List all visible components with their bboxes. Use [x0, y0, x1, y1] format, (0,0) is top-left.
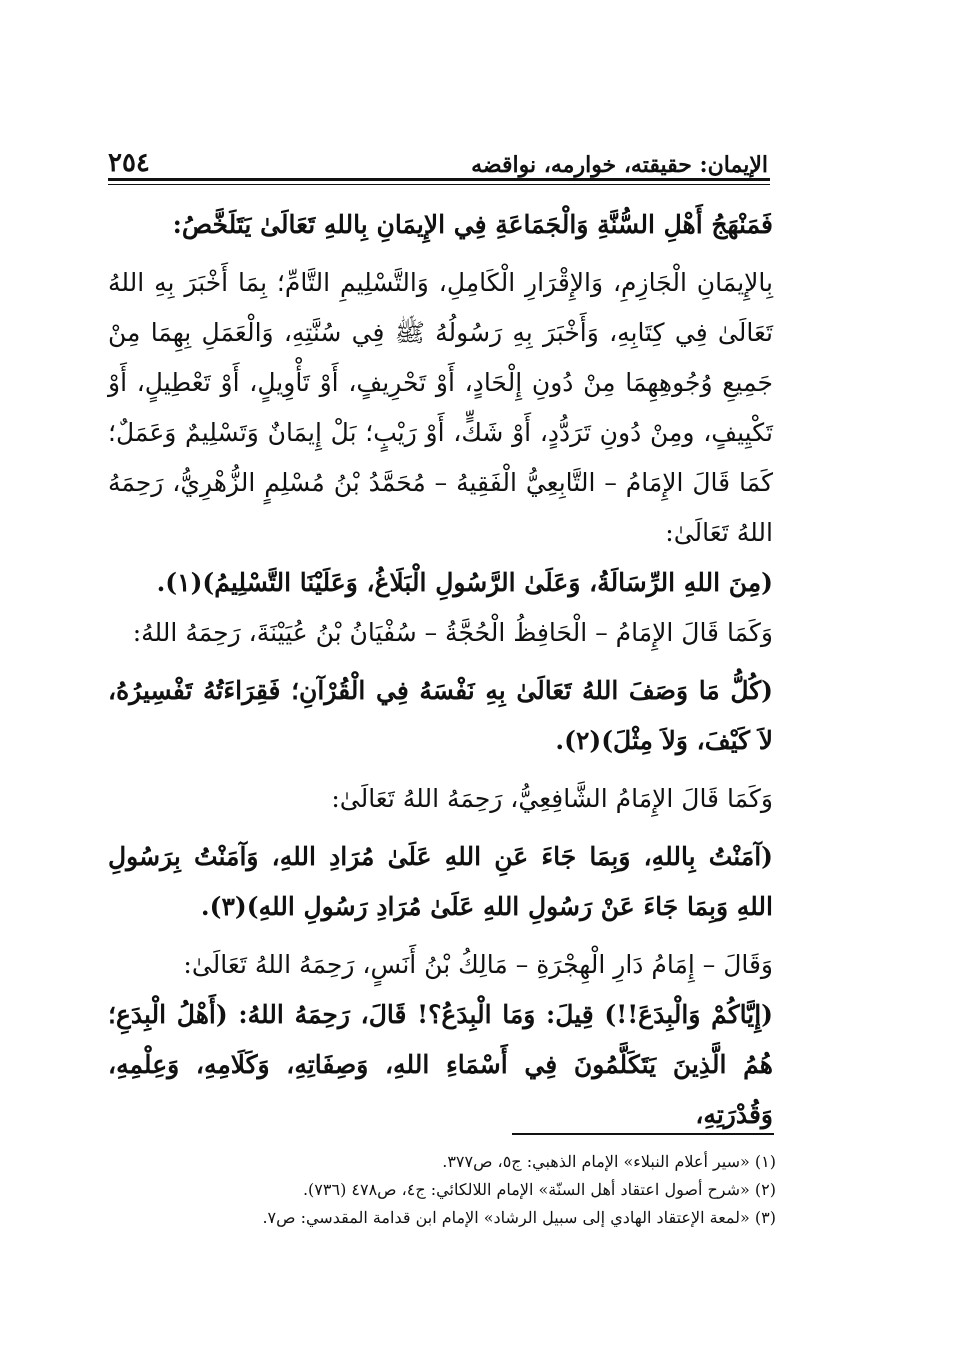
quote-zuhri: (مِنَ اللهِ الرِّسَالَةُ، وَعَلَىٰ الرَّسُولِ الْبَلَاغُ، وَعَلَيْنَا التَّسْلِيمُ)(١). — [156, 568, 773, 597]
quote-sufyan: (كُلُّ مَا وَصَفَ اللهُ تَعَالَىٰ بِهِ نَفْسَهُ فِي الْقُرْآنِ؛ فَقِرَاءَتُهُ تَفْسِيرُهُ، لاَ كَيْفَ، وَلاَ مِثْلَ)(٢). — [108, 676, 773, 755]
intro-sufyan: وَكَمَا قَالَ الإِمَامُ – الْحَافِظُ الْحُجَّةُ – سُفْيَانُ بْنُ عُيَيْنَةَ، رَحِمَهُ اللهُ: — [132, 618, 773, 647]
section-heading: فَمَنْهَجُ أَهْلِ السُّنَّةِ وَالْجَمَاعَةِ فِي الإِيمَانِ بِاللهِ تَعَالَىٰ يَتَلَخَّصُ: — [172, 210, 773, 239]
header-rule-thin — [108, 184, 770, 185]
footnote-1: (١) «سير أعلام النبلاء» الإمام الذهبي: ج٥، ص٣٧٧. — [442, 1152, 776, 1171]
footnote-3: (٣) «لمعة الإعتقاد الهادي إلى سبيل الرشاد» الإمام ابن قدامة المقدسي: ص٧. — [262, 1208, 776, 1227]
main-text — [108, 200, 773, 1140]
footnote-rule — [512, 1133, 774, 1135]
page-number: ٢٥٤ — [108, 148, 150, 178]
intro-shafii: وَكَمَا قَالَ الإِمَامُ الشَّافِعِيُّ، رَحِمَهُ اللهُ تَعَالَىٰ: — [331, 784, 773, 813]
paragraph-iman-method: بِالإِيمَانِ الْجَازِمِ، وَالإِقْرَارِ الْكَامِلِ، وَالتَّسْلِيمِ التَّامِّ؛ بِمَا أَخْبَرَ بِهِ اللهُ تَعَالَىٰ فِي كِتَابِهِ، وَأَخْبَرَ بِهِ رَسُولُهُ ﷺ فِي سُنَّتِهِ، وَالْعَمَلِ بِهِمَا مِنْ جَمِيعِ وُجُوهِهِمَا مِنْ دُونِ إِلْحَادٍ، أَوْ تَحْرِيفٍ، أَوْ تَأْوِيلٍ، أَوْ تَعْطِيلٍ، أَوْ تَكْيِيفٍ، ومِنْ دُونِ تَرَدُّدٍ، أَوْ شَكٍّ، أَوْ رَيْبٍ؛ بَلْ إِيمَانٌ وَتَسْلِيمٌ وَعَمَلٌ؛ كَمَا قَالَ الإِمَامُ – التَّابِعِيُّ الْفَقِيهُ – مُحَمَّدُ بْنُ مُسْلِمٍ الزُّهْرِيُّ، رَحِمَهُ اللهُ تَعَالَىٰ: — [108, 268, 773, 547]
intro-malik: وَقَالَ – إِمَامُ دَارِ الْهِجْرَةِ – مَالِكُ بْنُ أَنَسٍ، رَحِمَهُ اللهُ تَعَالَىٰ: — [183, 950, 773, 979]
quote-shafii: (آمَنْتُ بِاللهِ، وَبِمَا جَاءَ عَنِ اللهِ عَلَىٰ مُرَادِ اللهِ، وَآمَنْتُ بِرَسُولِ اللهِ وَبِمَا جَاءَ عَنْ رَسُولِ اللهِ عَلَىٰ مُرَادِ رَسُولِ اللهِ)(٣). — [108, 842, 773, 921]
header-rule-thick — [108, 178, 770, 181]
page-header — [108, 140, 768, 178]
quote-malik: (إِيَّاكُمْ وَالْبِدَعَ!!) قِيلَ: وَمَا الْبِدَعُ؟! قَالَ، رَحِمَهُ اللهُ: (أَهْلُ الْبِدَعِ؛ هُمُ الَّذِينَ يَتَكَلَّمُونَ فِي أَسْمَاءِ اللهِ، وَصِفَاتِهِ، وَكَلَامِهِ، وَعِلْمِهِ، وَقُدْرَتِهِ، — [108, 1000, 773, 1129]
footnote-2: (٢) «شرح أصول اعتقاد أهل السنّة» الإمام اللالكائي: ج٤، ص٤٧٨ (٧٣٦). — [302, 1180, 776, 1199]
running-title: الإيمان: حقيقته، خوارمه، نواقضه — [471, 152, 768, 178]
footnotes — [108, 1148, 776, 1232]
